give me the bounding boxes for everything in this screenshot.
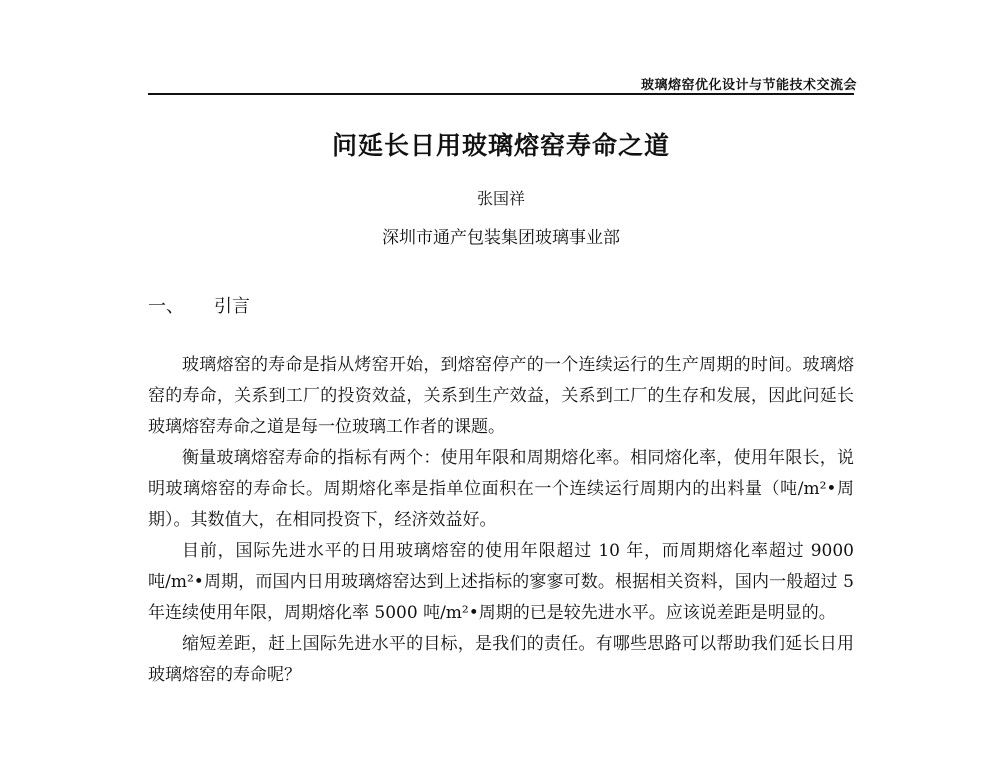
paper-title: 问延长日用玻璃熔窑寿命之道 bbox=[331, 131, 670, 160]
paragraph: 玻璃熔窑的寿命是指从烤窑开始，到熔窑停产的一个连续运行的生产周期的时间。玻璃熔窑的寿命，关系到工厂的投资效益，关系到生产效益，关系到工厂的生存和发展，因此问延长玻璃熔窑寿命之道是每一位玻璃工作者的课题。 bbox=[148, 355, 854, 437]
paragraph: 缩短差距，赶上国际先进水平的目标，是我们的责任。有哪些思路可以帮助我们延长日用玻璃熔窑的寿命呢？ bbox=[148, 634, 854, 685]
paragraph: 目前，国际先进水平的日用玻璃熔窑的使用年限超过 10 年，而周期熔化率超过 9000 吨/m²•周期，而国内日用玻璃熔窑达到上述指标的寥寥可数。根据相关资料，国内一般超过 5 年连续使用年限，周期熔化率 5000 吨/m²•周期的已是较先进水平。应该说差距是明显的。 bbox=[148, 541, 854, 623]
paragraph: 衡量玻璃熔窑寿命的指标有两个：使用年限和周期熔化率。相同熔化率，使用年限长，说明玻璃熔窑的寿命长。周期熔化率是指单位面积在一个连续运行周期内的出料量（吨/m²•周期）。其数值大，在相同投资下，经济效益好。 bbox=[148, 448, 854, 530]
author-name: 张国祥 bbox=[476, 189, 525, 208]
section-title: 引言 bbox=[214, 296, 250, 317]
body-text bbox=[148, 350, 854, 691]
author-affiliation: 深圳市通产包装集团玻璃事业部 bbox=[382, 228, 620, 248]
running-header: 玻璃熔窑优化设计与节能技术交流会 bbox=[640, 78, 857, 93]
section-number: 一、 bbox=[148, 296, 184, 317]
section-heading bbox=[148, 292, 250, 318]
header-rule bbox=[148, 93, 854, 95]
